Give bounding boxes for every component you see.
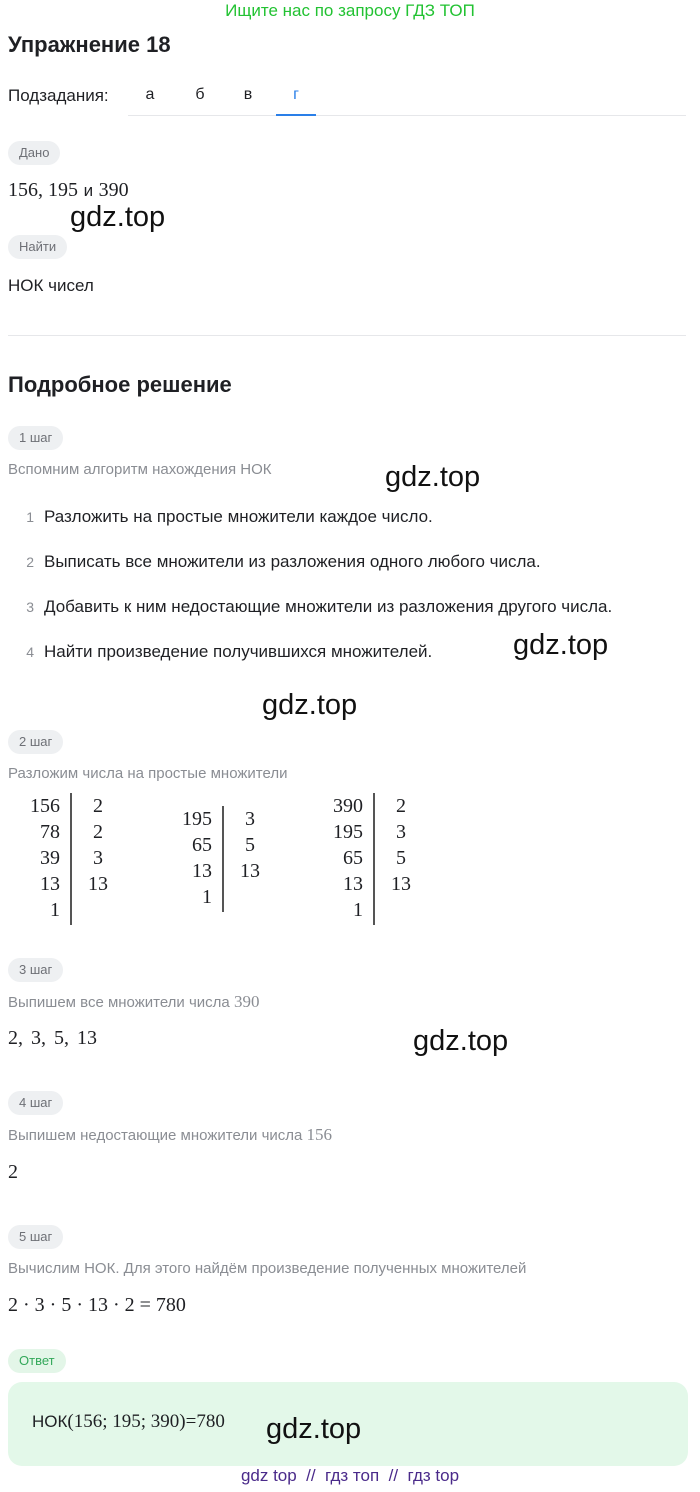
dividend: 156 [30, 795, 60, 817]
list-item: Разложить на простые множители каждое число. [44, 507, 433, 526]
factor-table-390 [303, 793, 445, 925]
given-conj: и [83, 181, 94, 200]
step5-pill-wrap [8, 1225, 63, 1249]
given-num2: 390 [98, 179, 129, 201]
list-number: 1 [26, 509, 34, 525]
step3-intro-text: Выпишем все множители числа [8, 994, 230, 1011]
list-item: Выписать все множители из разложения одного любого числа. [44, 552, 541, 571]
dividend: 195 [333, 821, 363, 843]
step1-pill: 1 шаг [8, 426, 63, 450]
list-number: 3 [26, 599, 34, 615]
step3-intro [8, 992, 259, 1012]
subtasks-label: Подзадания: [8, 86, 109, 105]
watermark: gdz.top [266, 1413, 362, 1445]
given-num1: 156, 195 [8, 179, 78, 201]
divisor: 5 [245, 834, 255, 856]
step3-pill: 3 шаг [8, 958, 63, 982]
given-pill-wrap [8, 141, 60, 165]
page-title: Упражнение 18 [8, 32, 171, 57]
step4-formula: 2 [8, 1161, 18, 1183]
factor-column-left [0, 793, 70, 925]
factor-table-156 [0, 793, 142, 925]
dividend: 13 [343, 873, 363, 895]
section-divider [8, 335, 686, 336]
step4-intro [8, 1125, 332, 1145]
divisor: 2 [93, 821, 103, 843]
step4-intro-text: Выпишем недостающие множители числа [8, 1127, 303, 1144]
step2-intro: Разложим числа на простые множители [8, 765, 288, 782]
dividend: 1 [353, 899, 363, 921]
dividend: 78 [40, 821, 60, 843]
dividend: 195 [182, 808, 212, 830]
factor-column-right [375, 793, 445, 925]
list-number: 4 [26, 644, 34, 660]
find-text: НОК чисел [8, 276, 94, 295]
divisor: 2 [93, 795, 103, 817]
find-pill-wrap [8, 235, 67, 259]
step4-intro-number: 156 [306, 1125, 333, 1144]
divisor: 13 [391, 873, 411, 895]
given-pill: Дано [8, 141, 60, 165]
step3-intro-number: 390 [233, 992, 260, 1011]
dividend: 65 [343, 847, 363, 869]
step3-pill-wrap [8, 958, 63, 982]
list-item: Найти произведение получившихся множителей. [44, 642, 433, 661]
answer-text [32, 1411, 225, 1433]
divisor: 3 [245, 808, 255, 830]
step1-intro: Вспомним алгоритм нахождения НОК [8, 461, 272, 478]
dividend: 65 [192, 834, 212, 856]
step2-pill: 2 шаг [8, 730, 63, 754]
watermark: gdz.top [262, 689, 358, 721]
tab-a[interactable]: а [145, 86, 155, 103]
divisor: 5 [396, 847, 406, 869]
divisor: 2 [396, 795, 406, 817]
answer-expression: (156; 195; 390)=780 [67, 1411, 225, 1432]
dividend: 13 [192, 860, 212, 882]
find-pill: Найти [8, 235, 67, 259]
step5-pill: 5 шаг [8, 1225, 63, 1249]
factor-column-right [224, 806, 294, 912]
divisor: 3 [396, 821, 406, 843]
dividend: 1 [202, 886, 212, 908]
answer-pill: Ответ [8, 1349, 66, 1373]
divisor: 13 [240, 860, 260, 882]
factor-table-195 [152, 806, 294, 912]
tab-v[interactable]: в [243, 86, 253, 103]
watermark: gdz.top [413, 1025, 509, 1057]
top-banner: Ищите нас по запросу ГДЗ ТОП [225, 1, 475, 20]
step4-pill-wrap [8, 1091, 63, 1115]
factor-column-right [72, 793, 142, 925]
solution-title: Подробное решение [8, 372, 232, 397]
step3-formula: 2, 3, 5, 13 [8, 1027, 97, 1049]
given-numbers [8, 179, 129, 202]
watermark: gdz.top [385, 461, 481, 493]
answer-pill-wrap [8, 1349, 66, 1373]
factor-column-left [303, 793, 373, 925]
dividend: 1 [50, 899, 60, 921]
tab-b[interactable]: б [195, 86, 205, 103]
step5-intro: Вычислим НОК. Для этого найдём произведение полученных множителей [8, 1260, 527, 1277]
answer-prefix: НОК [32, 1412, 68, 1431]
step5-formula: 2 · 3 · 5 · 13 · 2 = 780 [8, 1294, 186, 1316]
tab-g[interactable]: г [276, 86, 316, 116]
factor-column-left [152, 806, 222, 912]
dividend: 39 [40, 847, 60, 869]
list-number: 2 [26, 554, 34, 570]
tabs-divider [128, 115, 686, 116]
watermark: gdz.top [513, 629, 609, 661]
dividend: 13 [40, 873, 60, 895]
step2-pill-wrap [8, 730, 63, 754]
step1-pill-wrap [8, 426, 63, 450]
dividend: 390 [333, 795, 363, 817]
footer-links: gdz top // гдз топ // гдз top [240, 1466, 460, 1485]
watermark: gdz.top [70, 201, 166, 233]
divisor: 13 [88, 873, 108, 895]
divisor: 3 [93, 847, 103, 869]
list-item: Добавить к ним недостающие множители из разложения другого числа. [44, 597, 613, 616]
step4-pill: 4 шаг [8, 1091, 63, 1115]
